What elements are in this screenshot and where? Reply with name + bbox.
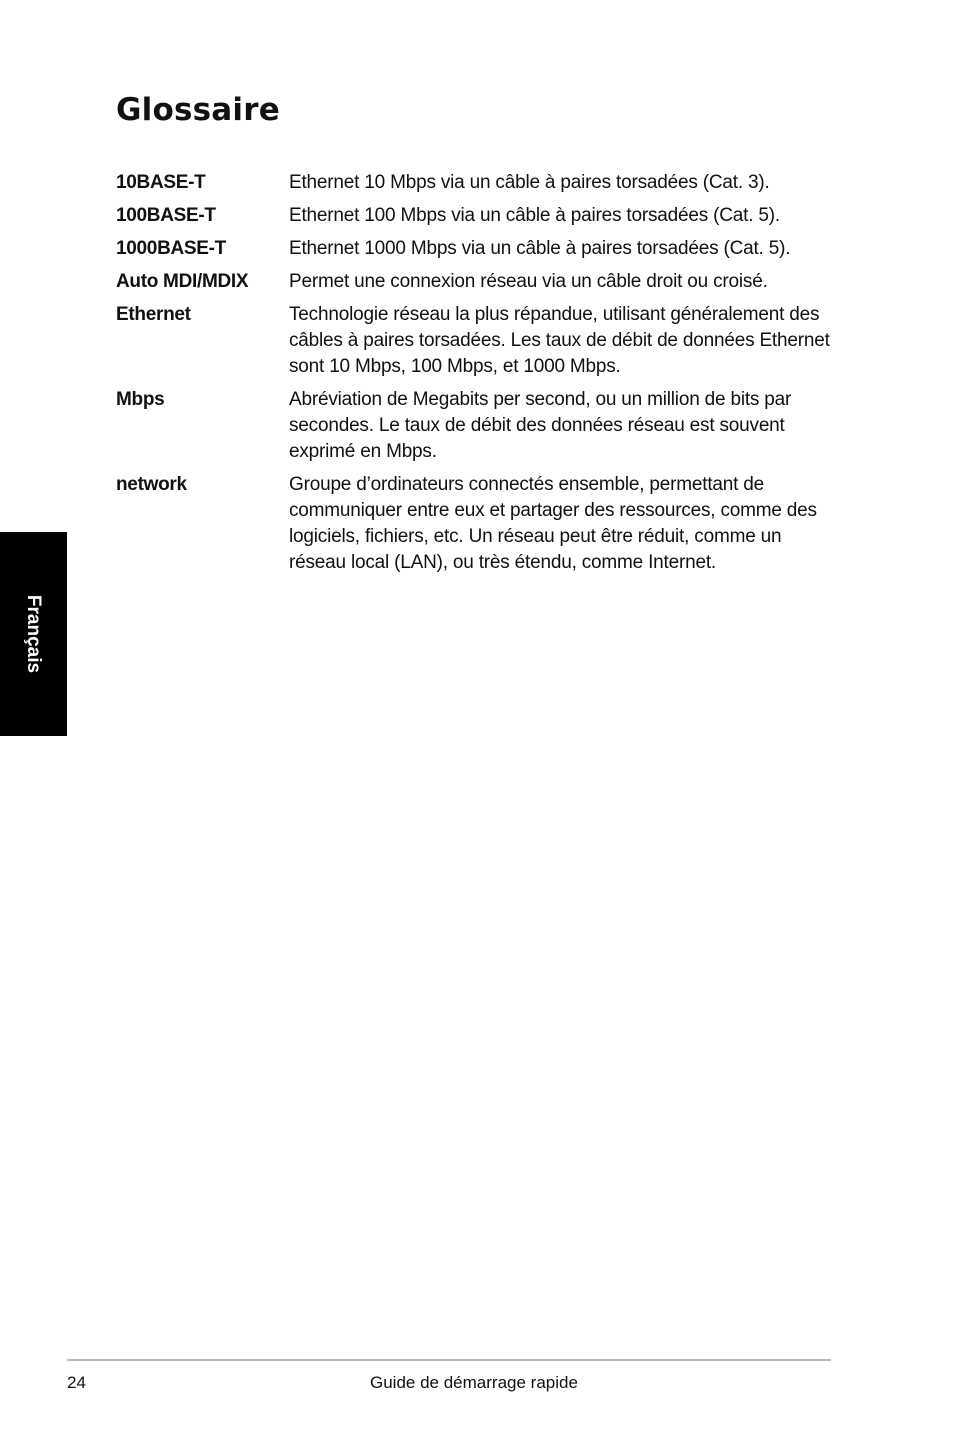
footer-guide-title: Guide de démarrage rapide (370, 1373, 578, 1392)
glossary-term: Mbps (116, 389, 165, 410)
glossary-term: 10BASE-T (116, 172, 206, 193)
glossary-term: 1000BASE-T (116, 238, 226, 259)
glossary-term: Ethernet (116, 304, 191, 325)
glossary-term: Auto MDI/MDIX (116, 271, 249, 292)
glossary-term: 100BASE-T (116, 205, 216, 226)
glossary-entry-auto-mdi-mdix (116, 269, 836, 295)
glossary-entry-network (116, 472, 836, 576)
glossary-entry-1000base-t (116, 236, 836, 262)
glossary-list (116, 170, 836, 583)
glossary-entry-100base-t (116, 203, 836, 229)
language-side-tab-label: Français (23, 594, 44, 674)
glossary-definition: Ethernet 100 Mbps via un câble à paires torsadées (Cat. 5). (289, 205, 780, 226)
glossary-entry-ethernet (116, 302, 836, 380)
page-title: Glossaire (116, 92, 280, 128)
glossary-definition: Permet une connexion réseau via un câble droit ou croisé. (289, 271, 768, 292)
glossary-term: network (116, 474, 187, 495)
glossary-definition: Ethernet 10 Mbps via un câble à paires torsadées (Cat. 3). (289, 172, 770, 193)
glossary-definition: Ethernet 1000 Mbps via un câble à paires torsadées (Cat. 5). (289, 238, 791, 259)
glossary-entry-mbps (116, 387, 836, 465)
glossary-entry-10base-t (116, 170, 836, 196)
glossary-definition: Abréviation de Megabits per second, ou un million de bits par secondes. Le taux de débit des données réseau est souvent exprimé en Mbps. (289, 389, 792, 462)
footer-page-number: 24 (67, 1373, 86, 1392)
footer-divider (67, 1359, 831, 1361)
glossary-definition: Technologie réseau la plus répandue, utilisant généralement des câbles à paires torsadées. Les taux de débit de données Ethernet sont 10 Mbps, 100 Mbps, et 1000 Mbps. (289, 304, 830, 377)
glossary-definition: Groupe d’ordinateurs connectés ensemble, permettant de communiquer entre eux et partager des ressources, comme des logiciels, fichiers, etc. Un réseau peut être réduit, comme un réseau local (LAN), ou très étendu, comme Internet. (289, 474, 817, 573)
